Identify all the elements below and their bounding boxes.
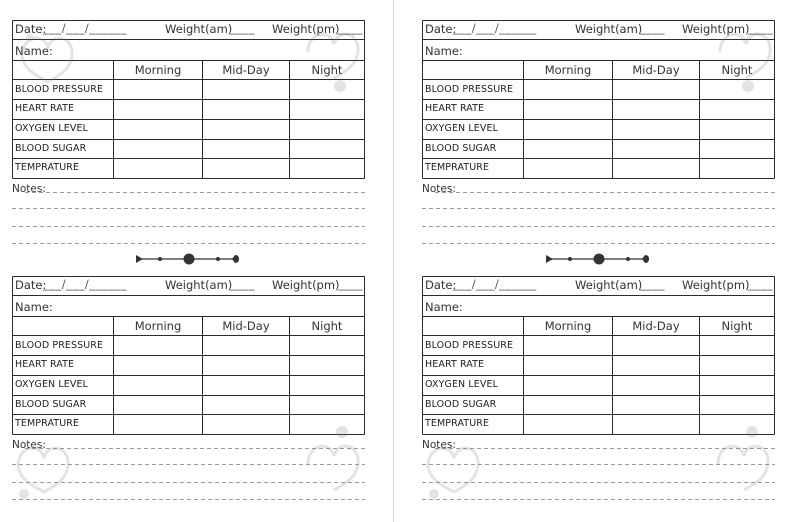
weight-am-blank[interactable]: ____ xyxy=(230,277,255,291)
weight-pm-blank[interactable]: ____ xyxy=(338,21,363,35)
date-label: Date: xyxy=(425,22,457,36)
stethoscope-icon xyxy=(712,22,778,94)
date-blank[interactable]: ___/___/______ xyxy=(453,21,537,35)
weight-am-label: Weight(am) xyxy=(575,22,643,36)
stethoscope-icon xyxy=(14,22,80,84)
notes-label: Notes: xyxy=(422,183,456,195)
name-label: Name: xyxy=(15,300,53,314)
row-label-blood-pressure: BLOOD PRESSURE xyxy=(15,340,104,351)
weight-pm-label: Weight(pm) xyxy=(682,22,750,36)
weight-am-blank[interactable]: ____ xyxy=(640,21,665,35)
column-header-night: Night xyxy=(721,63,753,77)
weight-pm-blank[interactable]: ____ xyxy=(748,277,773,291)
date-blank[interactable]: ___/___/______ xyxy=(453,277,537,291)
row-label-temperature: TEMPRATURE xyxy=(425,418,490,429)
weight-am-blank[interactable]: ____ xyxy=(230,21,255,35)
weight-am-blank[interactable]: ____ xyxy=(640,277,665,291)
column-header-mid-day: Mid-Day xyxy=(632,63,680,77)
weight-am-label: Weight(am) xyxy=(165,22,233,36)
notes-label: Notes: xyxy=(422,439,456,451)
column-header-mid-day: Mid-Day xyxy=(632,319,680,333)
row-label-oxygen-level: OXYGEN LEVEL xyxy=(15,379,88,390)
heart-arrow-divider-icon xyxy=(544,250,654,268)
row-label-heart-rate: HEART RATE xyxy=(425,103,485,114)
row-label-blood-sugar: BLOOD SUGAR xyxy=(425,143,497,154)
date-label: Date: xyxy=(15,278,47,292)
row-label-blood-sugar: BLOOD SUGAR xyxy=(15,399,87,410)
date-label: Date: xyxy=(425,278,457,292)
stethoscope-icon xyxy=(10,436,80,502)
notes-label: Notes: xyxy=(12,183,46,195)
heart-arrow-divider-icon xyxy=(134,250,244,268)
row-label-blood-sugar: BLOOD SUGAR xyxy=(15,143,87,154)
row-label-oxygen-level: OXYGEN LEVEL xyxy=(425,379,498,390)
stethoscope-icon xyxy=(420,436,490,502)
row-label-blood-pressure: BLOOD PRESSURE xyxy=(425,340,514,351)
row-label-heart-rate: HEART RATE xyxy=(15,103,75,114)
weight-pm-label: Weight(pm) xyxy=(272,22,340,36)
row-label-blood-pressure: BLOOD PRESSURE xyxy=(15,84,104,95)
column-header-morning: Morning xyxy=(134,63,182,77)
row-label-oxygen-level: OXYGEN LEVEL xyxy=(425,123,498,134)
row-label-temperature: TEMPRATURE xyxy=(15,418,80,429)
column-header-night: Night xyxy=(311,63,343,77)
stethoscope-icon xyxy=(710,424,780,502)
stethoscope-icon xyxy=(300,22,366,94)
row-label-temperature: TEMPRATURE xyxy=(15,162,80,173)
notes-label: Notes: xyxy=(12,439,46,451)
column-header-night: Night xyxy=(721,319,753,333)
weight-pm-blank[interactable]: ____ xyxy=(338,277,363,291)
date-label: Date: xyxy=(15,22,47,36)
column-header-morning: Morning xyxy=(544,63,592,77)
stethoscope-icon xyxy=(300,424,370,502)
column-header-morning: Morning xyxy=(134,319,182,333)
date-blank[interactable]: ___/___/______ xyxy=(43,21,127,35)
row-label-oxygen-level: OXYGEN LEVEL xyxy=(15,123,88,134)
weight-am-label: Weight(am) xyxy=(165,278,233,292)
row-label-heart-rate: HEART RATE xyxy=(425,359,485,370)
weight-pm-blank[interactable]: ____ xyxy=(748,21,773,35)
name-label: Name: xyxy=(15,44,53,58)
column-header-night: Night xyxy=(311,319,343,333)
column-header-mid-day: Mid-Day xyxy=(222,63,270,77)
column-header-morning: Morning xyxy=(544,319,592,333)
weight-pm-label: Weight(pm) xyxy=(682,278,750,292)
row-label-blood-pressure: BLOOD PRESSURE xyxy=(425,84,514,95)
column-header-mid-day: Mid-Day xyxy=(222,319,270,333)
weight-pm-label: Weight(pm) xyxy=(272,278,340,292)
name-label: Name: xyxy=(425,300,463,314)
row-label-temperature: TEMPRATURE xyxy=(425,162,490,173)
name-label: Name: xyxy=(425,44,463,58)
page-divider xyxy=(393,0,394,522)
weight-am-label: Weight(am) xyxy=(575,278,643,292)
row-label-heart-rate: HEART RATE xyxy=(15,359,75,370)
date-blank[interactable]: ___/___/______ xyxy=(43,277,127,291)
row-label-blood-sugar: BLOOD SUGAR xyxy=(425,399,497,410)
